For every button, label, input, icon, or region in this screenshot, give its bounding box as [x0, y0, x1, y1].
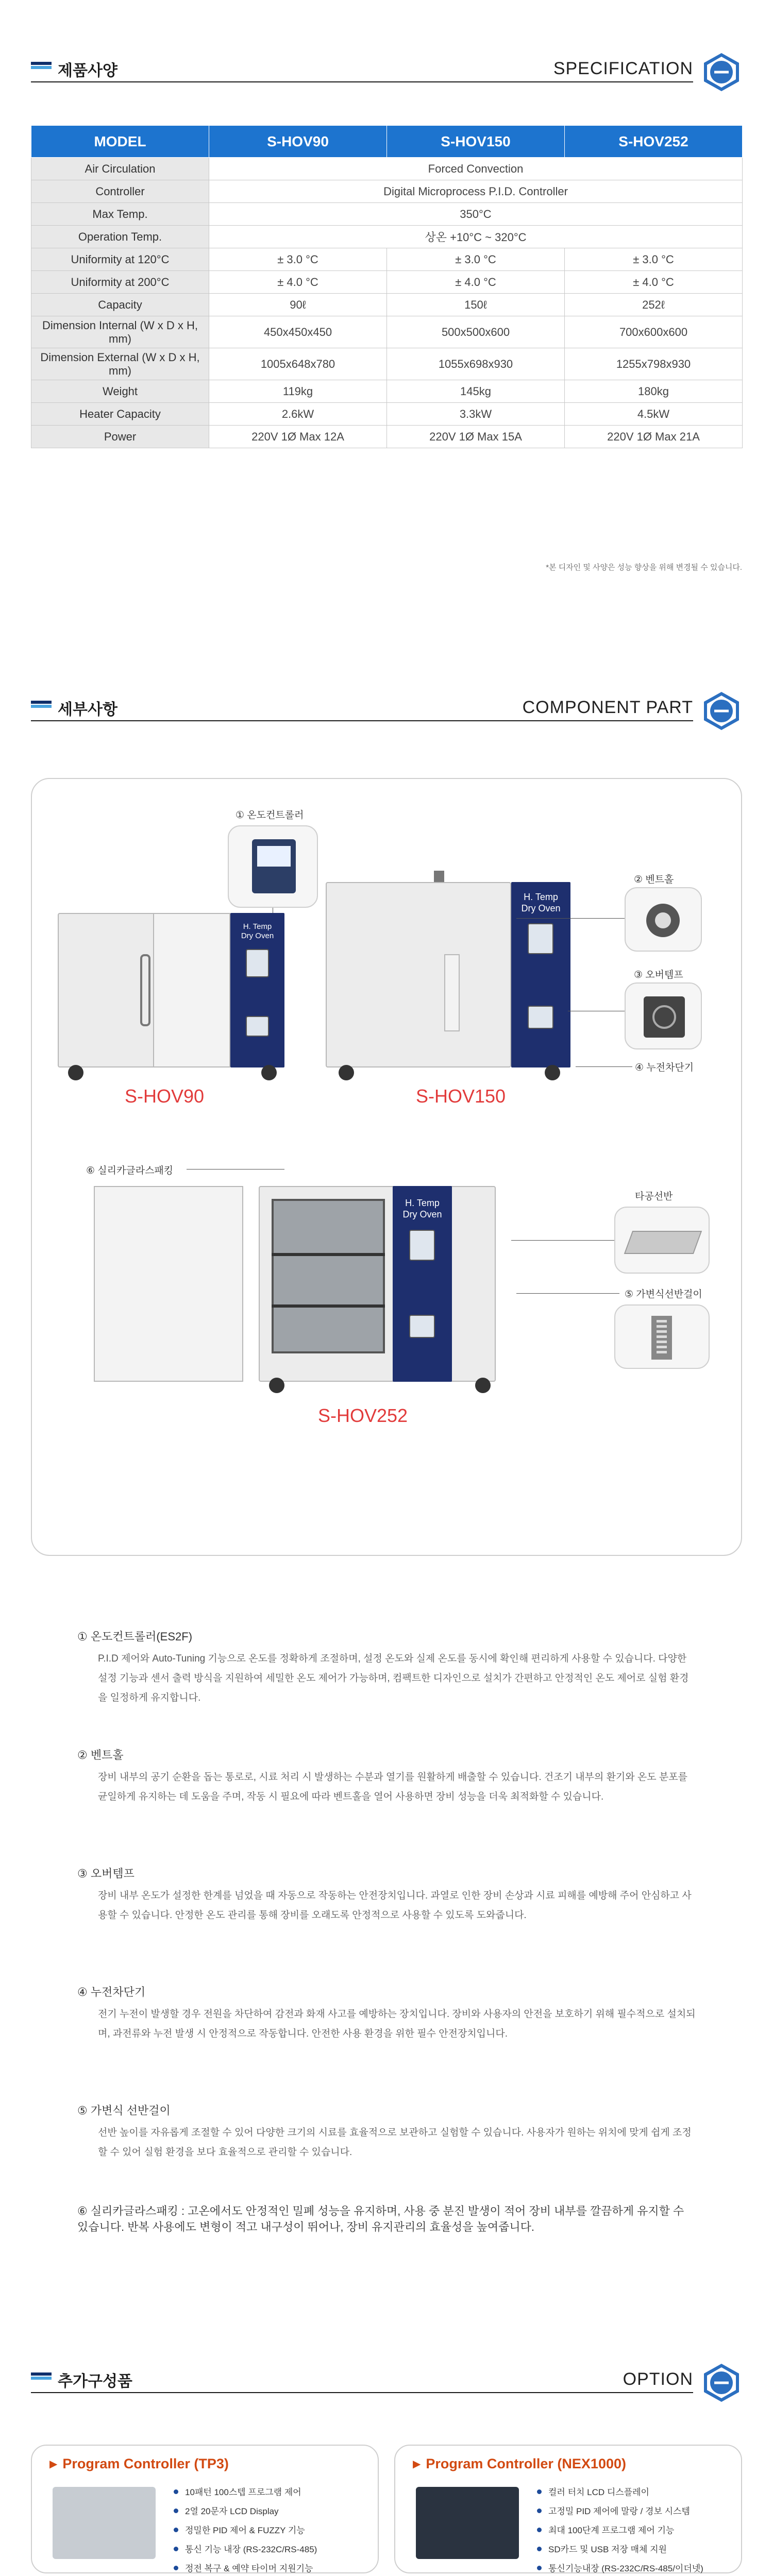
- leader-line: [516, 918, 625, 919]
- caster-icon: [269, 1378, 284, 1393]
- model-label: S-HOV150: [416, 1086, 506, 1107]
- option-feature-item: SD카드 및 USB 저장 매체 지원: [537, 2540, 703, 2559]
- spec-cell: ± 4.0 °C: [565, 271, 743, 294]
- spec-cell: 252ℓ: [565, 294, 743, 316]
- spec-row: [31, 271, 743, 294]
- controller-thumb: [228, 825, 318, 908]
- option-card-title: ▶ Program Controller (TP3): [49, 2456, 229, 2472]
- spec-cell: 145kg: [387, 380, 565, 403]
- description-body: 선반 높이를 자유롭게 조절할 수 있어 다양한 크기의 시료를 효율적으로 보관하고 실험할 수 있습니다. 사용자가 원하는 위치에 맞게 쉽게 조정할 수 있어 실험 환경을 보다 효율적으로 관리할 수 있습니다.: [98, 2127, 692, 2158]
- component-title-en: COMPONENT PART: [522, 698, 693, 717]
- callout-controller: ① 온도컨트롤러: [236, 810, 304, 821]
- spec-cell: 1255x798x930: [565, 348, 743, 380]
- option-feature-list: [174, 2483, 317, 2576]
- spec-cell: ± 3.0 °C: [387, 248, 565, 271]
- spec-col-header: MODEL: [31, 126, 209, 158]
- spec-cell: 3.3kW: [387, 403, 565, 426]
- model-label: S-HOV252: [318, 1405, 408, 1426]
- spec-row: [31, 226, 743, 248]
- oven-s-hov150: H. Temp Dry Oven: [326, 882, 583, 1078]
- description-body: 전기 누전이 발생할 경우 전원을 차단하여 감전과 화재 사고를 예방하는 장치입니다. 장비와 사용자의 안전을 보호하기 위해 필수적으로 설치되며, 과전류와 누전 발생 시 안정적으로 작동합니다. 안전한 사용 환경을 위한 필수 안전장치입니다.: [98, 2009, 696, 2039]
- description-title: ② 벤트홀: [77, 1749, 124, 1761]
- spec-cell: Digital Microprocess P.I.D. Controller: [209, 180, 743, 203]
- spec-row-label: Uniformity at 200°C: [31, 271, 209, 294]
- fan-thumb: [625, 982, 702, 1049]
- caster-icon: [68, 1065, 83, 1080]
- option-title-ko: 추가구성품: [58, 2373, 132, 2390]
- option-feature-item: 통신 기능 내장 (RS-232C/RS-485): [174, 2540, 317, 2559]
- description-body: 장비 내부의 공기 순환을 돕는 통로로, 시료 처리 시 발생하는 수분과 열기를 원활하게 배출할 수 있습니다. 건조기 내부의 환기와 온도 분포를 균일하게 유지하는 데 도움을 주며, 작동 시 필요에 따라 벤트홀을 열어 사용하면 장비 성능을 더욱 최적화할 수 있습니다.: [98, 1772, 687, 1802]
- component-header: [31, 690, 742, 721]
- spec-row-label: Uniformity at 120°C: [31, 248, 209, 271]
- option-feature-item: 최대 100단계 프로그램 제어 기능: [537, 2521, 703, 2540]
- spec-row-label: Power: [31, 426, 209, 448]
- vent-thumb: [625, 887, 702, 952]
- spec-cell: ± 3.0 °C: [209, 248, 387, 271]
- description-title: ① 온도컨트롤러(ES2F): [77, 1630, 193, 1643]
- tray-thumb: [614, 1207, 710, 1274]
- option-header: [31, 2362, 742, 2393]
- spec-row-label: Dimension Internal (W x D x H, mm): [31, 316, 209, 348]
- header-bar-decoration: [31, 2372, 52, 2380]
- spec-row-label: Max Temp.: [31, 203, 209, 226]
- spec-row: [31, 294, 743, 316]
- option-feature-list: [537, 2483, 703, 2576]
- description-body: P.I.D 제어와 Auto-Tuning 기능으로 온도를 정확하게 조절하며, 설정 온도와 실제 온도를 동시에 확인해 편리하게 사용할 수 있습니다. 다양한 설정 기능과 센서 출력 방식을 지원하여 세밀한 온도 제어가 가능하며, 컴팩트한 디자인으로 설치가 간편하고 안정적인 온도 제어로 실험 환경을 일정하게 유지합니다.: [98, 1653, 689, 1703]
- description-title: ④ 누전차단기: [77, 1986, 146, 1998]
- oven-chamber: [272, 1199, 385, 1353]
- option-feature-item: 정밀한 PID 제어 & FUZZY 기능: [174, 2521, 317, 2540]
- spec-header-row: [31, 126, 743, 158]
- spec-cell: 220V 1Ø Max 12A: [209, 426, 387, 448]
- leader-line: [576, 1066, 632, 1067]
- spec-cell: 220V 1Ø Max 21A: [565, 426, 743, 448]
- spec-row-label: Dimension External (W x D x H, mm): [31, 348, 209, 380]
- brand-logo-icon: [701, 2362, 742, 2403]
- spec-cell: 350°C: [209, 203, 743, 226]
- spec-title-ko: 제품사양: [58, 62, 117, 79]
- component-description: [77, 2102, 696, 2162]
- spec-col-header: S-HOV90: [209, 126, 387, 158]
- component-panel: [31, 778, 742, 1556]
- header-bar-decoration: [31, 62, 52, 69]
- leader-line: [511, 1240, 614, 1241]
- option-card: [394, 2445, 742, 2573]
- spec-cell: 상온 +10°C ~ 320°C: [209, 226, 743, 248]
- option-card-title: ▶ Program Controller (NEX1000): [413, 2456, 626, 2472]
- option-thumbnail: [53, 2487, 156, 2559]
- callout-vent: ② 벤트홀: [634, 874, 674, 885]
- leader-line: [187, 1169, 284, 1170]
- header-divider: [31, 2392, 693, 2393]
- door-handle: [140, 954, 150, 1026]
- spec-row-label: Controller: [31, 180, 209, 203]
- spec-cell: Forced Convection: [209, 158, 743, 180]
- spec-row-label: Air Circulation: [31, 158, 209, 180]
- brand-logo-icon: [701, 690, 742, 732]
- spec-row: [31, 426, 743, 448]
- brand-logo-icon: [701, 52, 742, 93]
- option-thumbnail: [416, 2487, 519, 2559]
- spec-cell: 90ℓ: [209, 294, 387, 316]
- option-card: [31, 2445, 379, 2573]
- callout-gasket: ⑥ 실리카글라스패킹: [86, 1165, 174, 1176]
- oven-s-hov252: H. Temp Dry Oven: [94, 1186, 573, 1392]
- spec-table: [31, 125, 743, 448]
- spec-cell: 700x600x600: [565, 316, 743, 348]
- description-title: ⑥ 실리카글라스패킹 : 고온에서도 안정적인 밀폐 성능을 유지하며, 사용 중 분진 발생이 적어 장비 내부를 깔끔하게 유지할 수 있습니다. 반복 사용에도 변형이 적고 내구성이 뛰어나, 장비 유지관리의 효율성을 높여줍니다.: [77, 2205, 684, 2233]
- component-title-ko: 세부사항: [58, 701, 117, 718]
- header-divider: [31, 720, 693, 721]
- spec-cell: 4.5kW: [565, 403, 743, 426]
- option-feature-item: 2열 20문자 LCD Display: [174, 2502, 317, 2521]
- spec-row: [31, 203, 743, 226]
- spec-cell: ± 4.0 °C: [209, 271, 387, 294]
- model-label: S-HOV90: [125, 1086, 205, 1107]
- spec-cell: 450x450x450: [209, 316, 387, 348]
- shelf-thumb: [614, 1304, 710, 1369]
- header-divider: [31, 81, 693, 82]
- spec-cell: 220V 1Ø Max 15A: [387, 426, 565, 448]
- spec-row-label: Operation Temp.: [31, 226, 209, 248]
- option-feature-item: 통신기능내장 (RS-232C/RS-485/이더넷): [537, 2559, 703, 2576]
- description-title: ⑤ 가변식 선반걸이: [77, 2104, 171, 2117]
- caster-icon: [261, 1065, 277, 1080]
- description-body: 장비 내부 온도가 설정한 한계를 넘었을 때 자동으로 작동하는 안전장치입니다. 과열로 인한 장비 손상과 시료 피해를 예방해 주어 안심하고 사용할 수 있습니다. 안정한 온도 관리를 통해 장비를 오래도록 안정적으로 사용할 수 있도록 도와줍니다.: [98, 1890, 692, 1921]
- spec-cell: 1055x698x930: [387, 348, 565, 380]
- component-description: [77, 1747, 696, 1807]
- spec-note: *본 디자인 및 사양은 성능 향상을 위해 변경될 수 있습니다.: [546, 563, 742, 572]
- spec-cell: ± 4.0 °C: [387, 271, 565, 294]
- spec-row-label: Capacity: [31, 294, 209, 316]
- spec-cell: 150ℓ: [387, 294, 565, 316]
- option-title-en: OPTION: [623, 2369, 693, 2389]
- option-feature-item: 10패턴 100스텝 프로그램 제어: [174, 2483, 317, 2502]
- callout-fan: ③ 오버템프: [634, 970, 683, 980]
- component-description: [77, 1984, 696, 2044]
- spec-title-en: SPECIFICATION: [553, 59, 693, 78]
- spec-row: [31, 380, 743, 403]
- spec-cell: 119kg: [209, 380, 387, 403]
- spec-row: [31, 316, 743, 348]
- spec-row-label: Weight: [31, 380, 209, 403]
- spec-row: [31, 180, 743, 203]
- caster-icon: [339, 1065, 354, 1080]
- callout-shelf: ⑤ 가변식선반걸이: [625, 1289, 702, 1300]
- spec-row-label: Heater Capacity: [31, 403, 209, 426]
- component-description: [77, 1865, 696, 1925]
- callout-breaker: ④ 누전차단기: [635, 1062, 694, 1073]
- spec-cell: 1005x648x780: [209, 348, 387, 380]
- spec-row: [31, 158, 743, 180]
- option-feature-item: 정전 복구 & 예약 타이머 지원기능: [174, 2559, 317, 2576]
- spec-cell: 2.6kW: [209, 403, 387, 426]
- oven-s-hov90: H. Temp Dry Oven: [58, 913, 284, 1078]
- option-feature-item: 고정밀 PID 제어에 말랑 / 경보 시스템: [537, 2502, 703, 2521]
- spec-cell: 500x500x600: [387, 316, 565, 348]
- spec-col-header: S-HOV150: [387, 126, 565, 158]
- spec-row: [31, 348, 743, 380]
- leader-line: [516, 1293, 619, 1294]
- spec-row: [31, 403, 743, 426]
- caster-icon: [475, 1378, 491, 1393]
- header-bar-decoration: [31, 701, 52, 708]
- component-description: [77, 1628, 696, 1708]
- spec-col-header: S-HOV252: [565, 126, 743, 158]
- option-feature-item: 컬러 터치 LCD 디스플레이: [537, 2483, 703, 2502]
- component-description: [77, 2202, 696, 2240]
- spec-header: [31, 52, 742, 82]
- spec-cell: ± 3.0 °C: [565, 248, 743, 271]
- caster-icon: [545, 1065, 560, 1080]
- spec-row: [31, 248, 743, 271]
- spec-cell: 180kg: [565, 380, 743, 403]
- callout-tray: 타공선반: [635, 1191, 673, 1202]
- description-title: ③ 오버템프: [77, 1867, 135, 1880]
